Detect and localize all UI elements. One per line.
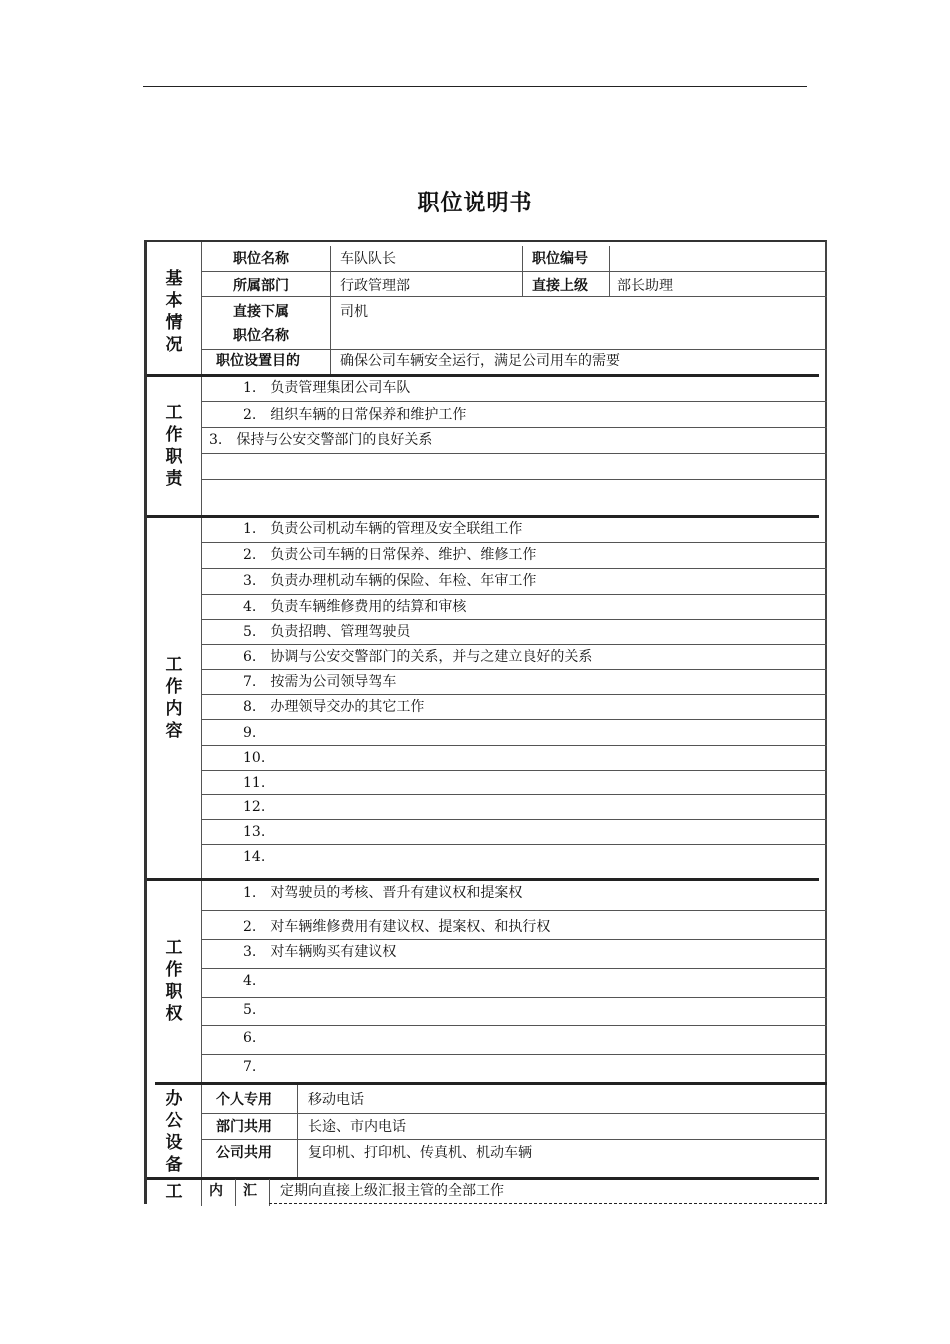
content-item: 2. 负责公司车辆的日常保养、维护、维修工作 <box>243 547 537 563</box>
equipment-personal-value: 移动电话 <box>308 1092 364 1108</box>
content-item: 12. <box>243 799 266 815</box>
equipment-company-label: 公司共用 <box>216 1145 272 1161</box>
dashed-rule <box>269 1203 827 1204</box>
authority-item: 6. <box>243 1030 257 1046</box>
content-item: 4. 负责车辆维修费用的结算和审核 <box>243 599 467 615</box>
department-value: 行政管理部 <box>340 278 410 294</box>
section-equipment-label: 办 公 设 备 <box>165 1089 183 1175</box>
authority-item: 2. 对车辆维修费用有建议权、提案权、和执行权 <box>243 919 551 935</box>
table-rule <box>201 427 827 428</box>
subordinate-label-line2: 职位名称 <box>233 328 289 344</box>
table-rule <box>201 401 827 402</box>
table-rule <box>201 1139 827 1140</box>
table-rule <box>201 1113 827 1114</box>
job-description-form <box>144 240 827 1204</box>
section-duties-label: 工 作 职 责 <box>165 403 183 489</box>
section-relations-label: 工 <box>165 1182 183 1202</box>
table-rule <box>201 242 202 1206</box>
duty-item: 2. 组织车辆的日常保养和维护工作 <box>243 407 467 423</box>
table-rule <box>201 694 827 695</box>
table-rule <box>201 745 827 746</box>
section-content-label: 工 作 内 容 <box>165 655 183 741</box>
authority-item: 1. 对驾驶员的考核、晋升有建议权和提案权 <box>243 885 523 901</box>
table-rule <box>147 515 819 518</box>
relations-report-value: 定期向直接上级汇报主管的全部工作 <box>280 1183 504 1199</box>
content-item: 6. 协调与公安交警部门的关系，并与之建立良好的关系 <box>243 649 593 665</box>
position-name-label: 职位名称 <box>233 251 289 267</box>
table-rule <box>201 910 827 911</box>
table-rule <box>155 1082 827 1085</box>
table-rule <box>201 1025 827 1026</box>
table-rule <box>330 246 331 374</box>
authority-item: 7. <box>243 1059 257 1075</box>
content-item: 11. <box>243 775 266 791</box>
table-rule <box>201 719 827 720</box>
equipment-dept-value: 长途、市内电话 <box>308 1119 406 1135</box>
content-item: 1. 负责公司机动车辆的管理及安全联组工作 <box>243 521 523 537</box>
table-rule <box>147 878 819 881</box>
table-rule <box>147 374 819 377</box>
table-rule <box>201 794 827 795</box>
position-no-label: 职位编号 <box>532 251 588 267</box>
department-label: 所属部门 <box>233 278 289 294</box>
purpose-value: 确保公司车辆安全运行，满足公司用车的需要 <box>340 353 620 369</box>
relations-inner-label: 内 <box>209 1183 223 1199</box>
content-item: 7. 按需为公司领导驾车 <box>243 674 397 690</box>
content-item: 9. <box>243 725 257 741</box>
subordinate-label-line1: 直接下属 <box>233 304 289 320</box>
table-rule <box>201 1054 827 1055</box>
purpose-label: 职位设置目的 <box>216 353 300 369</box>
duty-item: 1. 负责管理集团公司车队 <box>243 380 411 396</box>
table-rule <box>201 594 827 595</box>
authority-item: 3. 对车辆购买有建议权 <box>243 944 397 960</box>
table-rule <box>201 819 827 820</box>
table-rule <box>201 669 827 670</box>
equipment-company-value: 复印机、打印机、传真机、机动车辆 <box>308 1145 532 1161</box>
table-rule <box>201 619 827 620</box>
authority-item: 4. <box>243 973 257 989</box>
table-rule <box>201 453 827 454</box>
table-rule <box>269 1179 270 1206</box>
subordinate-value: 司机 <box>340 304 368 320</box>
section-authority-label: 工 作 职 权 <box>165 938 183 1024</box>
table-rule <box>201 349 827 350</box>
table-rule <box>147 1177 819 1180</box>
superior-value: 部长助理 <box>617 278 673 294</box>
content-item: 10. <box>243 750 266 766</box>
section-basic-label: 基 本 情 况 <box>165 269 183 355</box>
table-rule <box>201 542 827 543</box>
content-item: 8. 办理领导交办的其它工作 <box>243 699 425 715</box>
header-rule <box>143 86 807 87</box>
position-name-value: 车队队长 <box>340 251 396 267</box>
relations-report-label: 汇 <box>243 1183 257 1199</box>
table-rule <box>201 271 827 272</box>
superior-label: 直接上级 <box>532 278 588 294</box>
table-rule <box>201 939 827 940</box>
table-rule <box>201 844 827 845</box>
duty-item: 3. 保持与公安交警部门的良好关系 <box>209 432 433 448</box>
content-item: 5. 负责招聘、管理驾驶员 <box>243 624 411 640</box>
table-rule <box>201 997 827 998</box>
document-title: 职位说明书 <box>417 191 533 216</box>
table-rule <box>201 644 827 645</box>
equipment-dept-label: 部门共用 <box>216 1119 272 1135</box>
table-rule <box>201 968 827 969</box>
table-rule <box>201 479 827 480</box>
equipment-personal-label: 个人专用 <box>216 1092 272 1108</box>
table-rule <box>201 568 827 569</box>
table-rule <box>201 296 827 297</box>
content-item: 14. <box>243 849 266 865</box>
table-rule <box>297 1085 298 1178</box>
table-rule <box>235 1179 236 1206</box>
authority-item: 5. <box>243 1002 257 1018</box>
content-item: 3. 负责办理机动车辆的保险、年检、年审工作 <box>243 573 537 589</box>
content-item: 13. <box>243 824 266 840</box>
table-rule <box>201 770 827 771</box>
